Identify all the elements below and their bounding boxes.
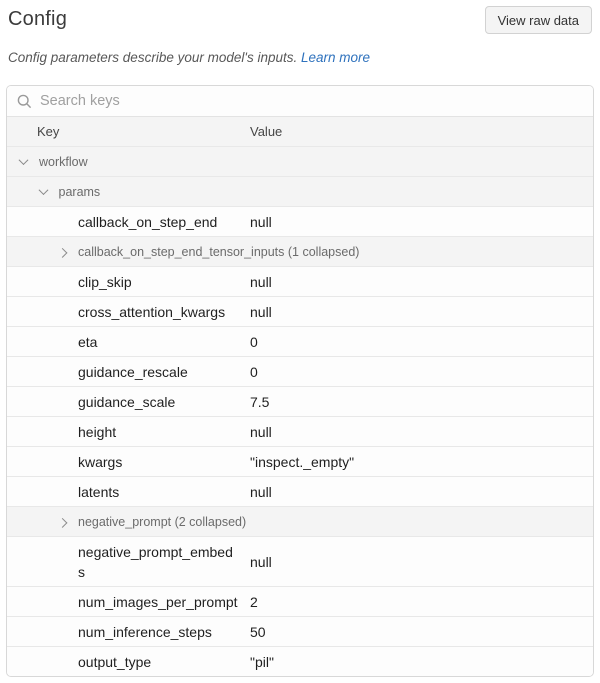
row-key: cross_attention_kwargs (78, 303, 226, 320)
key-column-header: Key (37, 124, 60, 139)
row-workflow[interactable] (7, 146, 593, 176)
row-cross_attention_kwargs (7, 296, 593, 326)
row-value: null (250, 213, 272, 230)
subtitle-text: Config parameters describe your model's inputs. (8, 50, 298, 65)
row-value: 50 (250, 623, 266, 640)
row-key: output_type (78, 653, 152, 670)
row-key: params (58, 184, 101, 199)
row-negative_prompt_embeds (7, 536, 593, 586)
search-bar (7, 86, 593, 116)
row-key: clip_skip (78, 273, 132, 290)
row-latents (7, 476, 593, 506)
row-clip_skip (7, 266, 593, 296)
row-output_type (7, 646, 593, 676)
chevron-down-icon[interactable] (19, 157, 28, 166)
row-key: num_inference_steps (78, 623, 212, 640)
row-callback_on_step_end (7, 206, 593, 236)
view-raw-data-button[interactable]: View raw data (485, 6, 592, 34)
row-params[interactable] (7, 176, 593, 206)
row-negative_prompt[interactable] (7, 506, 593, 536)
row-key: negative_prompt (2 collapsed) (78, 514, 247, 529)
chevron-right-icon[interactable] (58, 247, 67, 256)
row-value: "pil" (250, 653, 274, 670)
row-key: callback_on_step_end (78, 213, 218, 230)
row-value: null (250, 273, 272, 290)
row-value: "inspect._empty" (250, 453, 355, 470)
row-key: workflow (39, 154, 88, 169)
row-value: null (250, 423, 272, 440)
row-value: null (250, 553, 272, 570)
row-num_images_per_prompt (7, 586, 593, 616)
header-bar (0, 0, 600, 34)
value-column-header: Value (250, 124, 283, 139)
row-guidance_rescale (7, 356, 593, 386)
row-key: negative_prompt_embeds (78, 543, 233, 580)
row-key: guidance_scale (78, 393, 176, 410)
row-key: callback_on_step_end_tensor_inputs (1 collapsed) (78, 244, 360, 259)
row-key: eta (78, 333, 98, 350)
row-value: 7.5 (250, 393, 270, 410)
chevron-right-icon[interactable] (58, 517, 67, 526)
row-num_inference_steps (7, 616, 593, 646)
row-value: 2 (250, 593, 258, 610)
row-value: null (250, 483, 272, 500)
row-guidance_scale (7, 386, 593, 416)
search-icon (17, 94, 32, 109)
row-height (7, 416, 593, 446)
learn-more-link[interactable]: Learn more (300, 50, 371, 65)
row-callback_on_step_end_tensor_inputs[interactable] (7, 236, 593, 266)
row-value: null (250, 303, 272, 320)
row-value: 0 (250, 363, 258, 380)
config-table-panel (6, 85, 594, 677)
row-eta (7, 326, 593, 356)
subtitle (8, 49, 592, 66)
chevron-down-icon[interactable] (39, 187, 48, 196)
row-key: guidance_rescale (78, 363, 188, 380)
row-key: latents (78, 483, 120, 500)
row-kwargs (7, 446, 593, 476)
search-input[interactable] (40, 93, 560, 109)
page-title: Config (8, 8, 68, 30)
row-key: kwargs (78, 453, 123, 470)
row-value: 0 (250, 333, 258, 350)
table-header (7, 116, 593, 146)
row-key: height (78, 423, 117, 440)
config-rows (7, 146, 593, 676)
row-key: num_images_per_prompt (78, 593, 238, 610)
